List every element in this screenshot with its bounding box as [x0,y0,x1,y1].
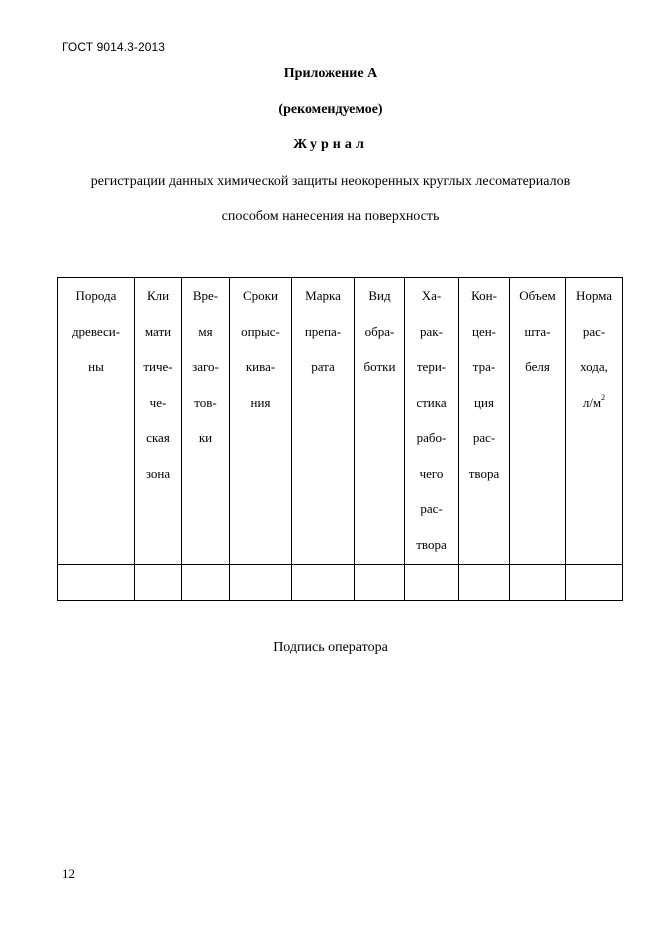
header-line: древеси- [71,323,121,339]
header-line: препа- [304,323,342,339]
appendix-status: (рекомендуемое) [278,102,383,117]
header-line: мя [198,323,213,339]
header-cell-harvest-time [182,278,230,565]
appendix-title: Приложение А [283,66,378,81]
header-line: Сроки [243,288,278,303]
header-cell-preparation-brand [292,278,355,565]
journal-subtitle-line-2: способом нанесения на поверхность [221,209,440,224]
header-line: твора [468,465,500,481]
journal-title: Журнал [293,137,368,152]
header-line: че- [149,394,167,410]
header-line: ботки [363,359,396,374]
header-line: тери- [416,359,447,374]
header-line: опрыс- [241,323,280,339]
data-cell[interactable] [58,565,135,601]
table-header-row [58,278,623,565]
header-line: зона [145,465,171,481]
header-line: шта- [524,323,551,339]
header-line: Ха- [421,288,442,303]
header-cell-wood-species [58,278,135,565]
header-line: ция [474,394,494,410]
data-cell[interactable] [292,565,355,601]
registration-table [57,277,623,601]
header-line: Объем [519,288,556,303]
header-line: рас- [582,323,606,339]
header-line: рата [311,359,335,374]
header-line: кива- [245,359,276,374]
header-line: Вид [368,288,391,303]
data-cell[interactable] [355,565,405,601]
header-cell-solution-concentration [459,278,510,565]
header-cell-consumption-rate [566,278,623,565]
header-line: ны [88,359,104,374]
page-number: 12 [62,866,75,881]
header-line: ки [198,430,213,445]
operator-signature-label: Подпись оператора [273,640,388,655]
header-line: ния [250,394,271,410]
header-line: рас- [472,430,496,445]
header-line: беля [525,359,550,374]
data-cell[interactable] [182,565,230,601]
header-line: твора [416,536,447,552]
data-cell[interactable] [135,565,182,601]
header-line: Норма [575,288,613,303]
header-line: мати [144,323,172,339]
header-cell-climatic-zone [135,278,182,565]
header-line: Порода [75,288,117,303]
header-line: Марка [305,288,341,303]
header-line: Вре- [192,288,219,303]
header-line-unit [566,385,622,421]
header-line: рабо- [416,430,447,445]
standard-code: ГОСТ 9014.3-2013 [62,40,166,54]
header-line: тиче- [143,359,173,374]
header-line: обра- [364,323,395,339]
data-cell[interactable] [566,565,623,601]
header-line: хода, [580,359,608,374]
header-line: чего [419,465,444,481]
data-cell[interactable] [510,565,566,601]
unit-text: л/м [582,394,602,410]
header-line: тов- [194,394,217,410]
header-cell-spraying-dates [230,278,292,565]
header-line: Кон- [471,288,497,303]
journal-subtitle-line-1: регистрации данных химической защиты неокоренных круглых лесоматериалов [90,174,571,189]
data-cell[interactable] [405,565,459,601]
data-cell[interactable] [459,565,510,601]
header-line: рак- [420,323,443,339]
header-cell-stack-volume [510,278,566,565]
header-line: заго- [192,359,219,374]
header-line: цен- [471,323,496,339]
header-line: Кли [146,288,170,303]
table-data-row [58,565,623,601]
data-cell[interactable] [230,565,292,601]
header-line: стика [416,394,447,410]
header-cell-treatment-type [355,278,405,565]
header-line: тра- [472,359,496,374]
header-line: ская [146,430,170,445]
header-line: рас- [420,501,443,516]
unit-exponent: 2 [601,392,606,402]
header-cell-working-solution-characteristics [405,278,459,565]
